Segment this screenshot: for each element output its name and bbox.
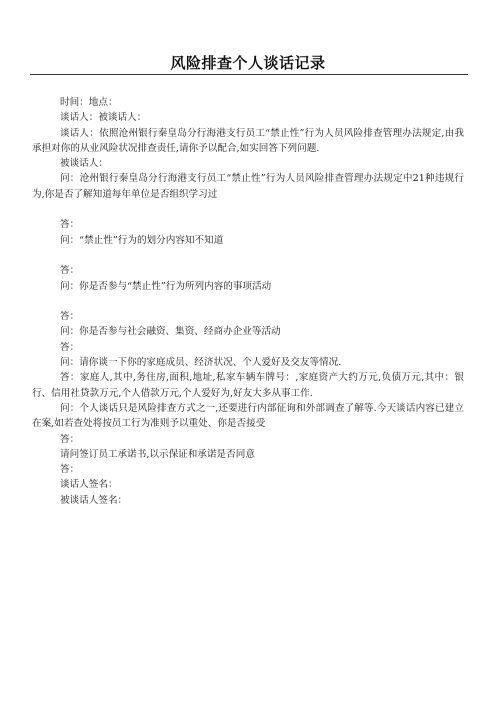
answer-2: 答： <box>60 265 80 277</box>
participants-line: 谈话人：被谈话人： <box>60 112 147 124</box>
question-2: 问：“禁止性”行为的划分内容知不知道 <box>60 234 224 246</box>
answer-space <box>32 202 464 217</box>
document-title: 风险排查个人谈话记录 <box>170 54 326 72</box>
answer-space <box>32 294 464 309</box>
answer-1: 答： <box>60 219 80 231</box>
interviewee-signature-line: 被谈话人签名： <box>60 494 128 506</box>
answer-space <box>32 248 464 263</box>
answer-6: 答： <box>60 433 80 445</box>
intro-paragraph: 谈话人：依照沧州银行秦皇岛分行海港支行员工“禁止性”行为人员风险排查管理办法规定,由我承担对你的从业风险状况排查责任,请你予以配合,如实回答下列问题. <box>32 127 464 154</box>
question-4: 问：你是否参与社会融资、集资、经商办企业等活动 <box>60 326 281 338</box>
time-place-line: 时间：地点： <box>60 97 118 108</box>
document-body <box>32 95 464 508</box>
title-underline <box>30 74 468 75</box>
answer-4: 答： <box>60 341 80 353</box>
question-6: 问：个人谈话只是风险排查方式之一,还要进行内部征询和外部调查了解等.今天谈话内容已建立在案,如若查处将按员工行为准则予以重处、你是否接受 <box>32 402 464 430</box>
question-3: 问：你是否参与“禁止性”行为所列内容的事项活动 <box>60 280 272 292</box>
answer-5: 答：家庭人,其中,务住房,面积,地址,私家车辆车牌号：,家庭资产大约万元,负债万元,其中：银行、信用社贷款万元,个人借款万元,个人爱好为,好友大多从事工作. <box>32 372 464 399</box>
question-7: 请问签订员工承诺书,以示保证和承诺是否同意 <box>60 448 255 460</box>
interviewer-signature-line: 谈话人签名： <box>60 479 118 491</box>
answer-7: 答： <box>60 464 80 476</box>
answer-3: 答： <box>60 311 80 323</box>
question-5: 问：请你谈一下你的家庭成员、经济状况、个人爱好及交友等情况. <box>60 357 342 369</box>
interviewee-line: 被谈话人： <box>60 158 108 170</box>
question-1: 问：沧州银行秦皇岛分行海港支行员工“禁止性”行为人员风险排查管理办法规定中21种违规行为,你是否了解知道每年单位是否组织学习过 <box>32 173 464 200</box>
